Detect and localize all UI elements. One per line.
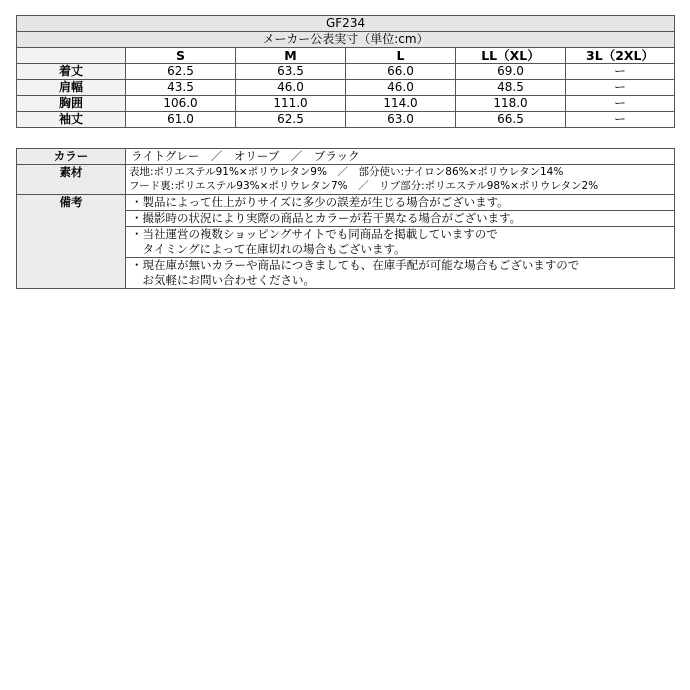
note-line: ・製品によって仕上がりサイズに多少の誤差が生じる場合がございます。 bbox=[131, 195, 509, 209]
row-label: 袖丈 bbox=[17, 112, 126, 128]
note-item bbox=[126, 227, 675, 258]
size-value: 66.5 bbox=[456, 112, 566, 128]
size-value: ー bbox=[566, 96, 675, 112]
size-value: 118.0 bbox=[456, 96, 566, 112]
size-header-row bbox=[17, 48, 675, 64]
material-label: 素材 bbox=[17, 165, 126, 195]
measurement-caption: メーカー公表実寸（単位:cm） bbox=[17, 32, 675, 48]
row-label: 着丈 bbox=[17, 64, 126, 80]
note-line: お気軽にお問い合わせください。 bbox=[131, 273, 315, 287]
note-line: ・撮影時の状況により実際の商品とカラーが若干異なる場合がございます。 bbox=[131, 211, 522, 225]
size-value: 62.5 bbox=[236, 112, 346, 128]
material-line: 表地:ポリエステル91%×ポリウレタン9% ／ 部分使い:ナイロン86%×ポリウレタン14% bbox=[129, 166, 564, 178]
material-row bbox=[17, 165, 675, 195]
table-row bbox=[17, 64, 675, 80]
header-blank-cell bbox=[17, 48, 126, 64]
size-value: 62.5 bbox=[126, 64, 236, 80]
note-line: ・当社運営の複数ショッピングサイトでも同商品を掲載していますので bbox=[131, 227, 498, 241]
table-row bbox=[17, 112, 675, 128]
size-header: S bbox=[126, 48, 236, 64]
color-label: カラー bbox=[17, 149, 126, 165]
size-value: 106.0 bbox=[126, 96, 236, 112]
notes-row bbox=[17, 195, 675, 211]
material-value bbox=[126, 165, 675, 195]
size-value: 111.0 bbox=[236, 96, 346, 112]
note-line: タイミングによって在庫切れの場合もございます。 bbox=[131, 242, 406, 256]
size-value: 63.5 bbox=[236, 64, 346, 80]
size-value: 43.5 bbox=[126, 80, 236, 96]
size-header: 3L（2XL） bbox=[566, 48, 675, 64]
size-chart-table bbox=[16, 15, 675, 128]
note-item bbox=[126, 211, 675, 227]
row-label: 胸囲 bbox=[17, 96, 126, 112]
table-row bbox=[17, 80, 675, 96]
size-header: LL（XL） bbox=[456, 48, 566, 64]
size-value: ー bbox=[566, 80, 675, 96]
size-header: L bbox=[346, 48, 456, 64]
size-value: 69.0 bbox=[456, 64, 566, 80]
row-label: 肩幅 bbox=[17, 80, 126, 96]
product-code: GF234 bbox=[17, 16, 675, 32]
size-value: 63.0 bbox=[346, 112, 456, 128]
notes-label: 備考 bbox=[17, 195, 126, 289]
material-line: フード裏:ポリエステル93%×ポリウレタン7% ／ リブ部分:ポリエステル98%×ポリウレタン2% bbox=[129, 180, 599, 192]
note-line: ・現在庫が無いカラーや商品につきましても、在庫手配が可能な場合もございますので bbox=[131, 258, 580, 272]
note-item bbox=[126, 258, 675, 289]
size-header: M bbox=[236, 48, 346, 64]
size-value: 46.0 bbox=[236, 80, 346, 96]
size-value: 61.0 bbox=[126, 112, 236, 128]
size-value: ー bbox=[566, 64, 675, 80]
size-value: 46.0 bbox=[346, 80, 456, 96]
color-row bbox=[17, 149, 675, 165]
size-value: ー bbox=[566, 112, 675, 128]
note-item bbox=[126, 195, 675, 211]
color-value: ライトグレー ／ オリーブ ／ ブラック bbox=[126, 149, 675, 165]
size-value: 66.0 bbox=[346, 64, 456, 80]
size-value: 48.5 bbox=[456, 80, 566, 96]
product-info-table bbox=[16, 148, 675, 289]
size-value: 114.0 bbox=[346, 96, 456, 112]
table-row bbox=[17, 96, 675, 112]
